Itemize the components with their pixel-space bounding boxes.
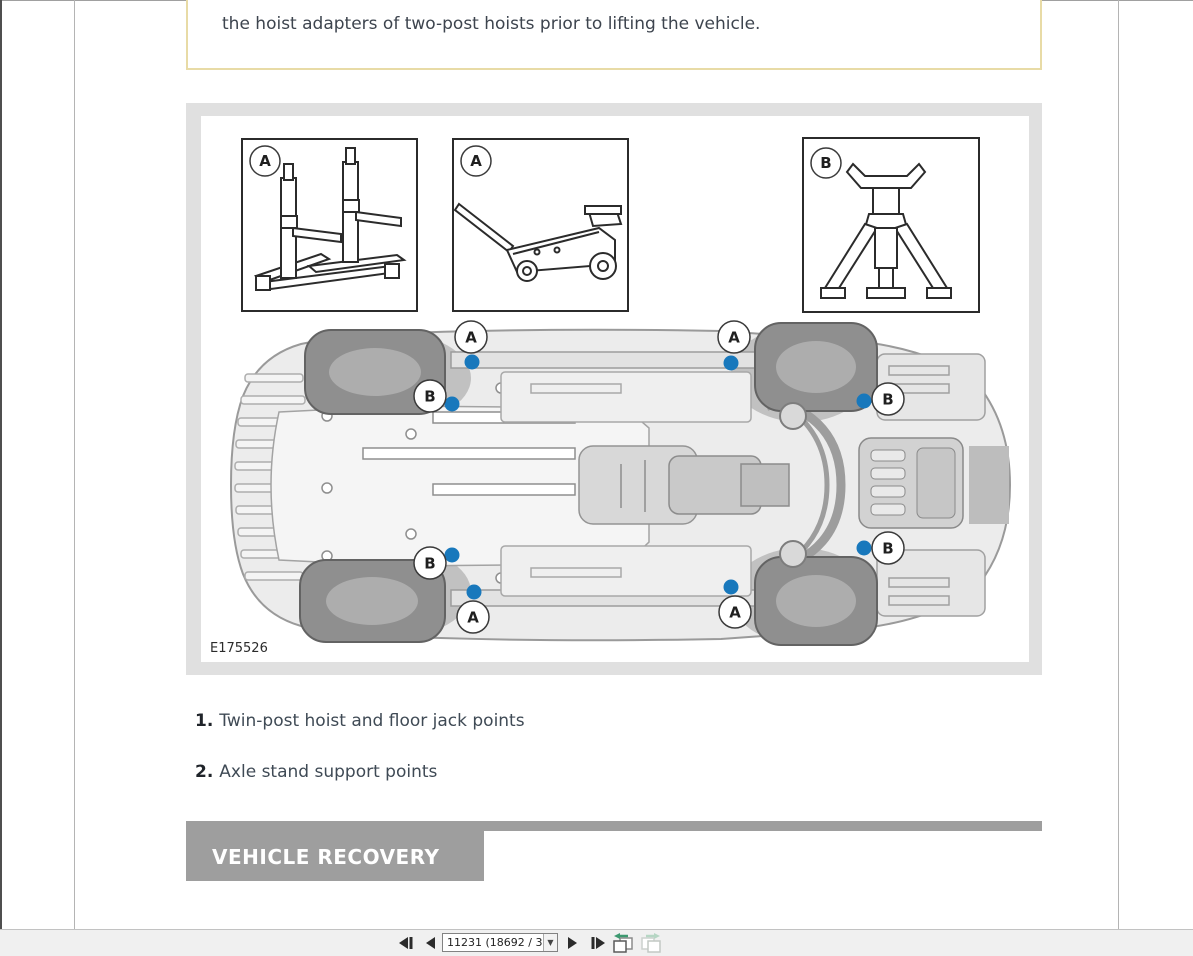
support-points-list bbox=[195, 711, 895, 813]
figure-panel bbox=[186, 103, 1042, 675]
support-point-dot bbox=[445, 548, 460, 563]
support-point-dot bbox=[445, 397, 460, 412]
support-point-letter: A bbox=[465, 328, 477, 347]
support-point-letter: B bbox=[424, 387, 436, 406]
next-page-button[interactable] bbox=[566, 935, 581, 951]
support-point-dot bbox=[857, 394, 872, 409]
page-left-border bbox=[74, 0, 75, 930]
window-left-edge bbox=[0, 0, 2, 930]
support-point-dot bbox=[724, 580, 739, 595]
support-point-letter: B bbox=[882, 539, 894, 558]
note-text: the hoist adapters of two-post hoists prior to lifting the vehicle. bbox=[222, 14, 761, 34]
support-point-letter: A bbox=[467, 608, 479, 627]
next-page-icon bbox=[566, 936, 580, 950]
floor-jack-icon bbox=[453, 139, 628, 311]
support-point-dot bbox=[857, 541, 872, 556]
page-right-border bbox=[1118, 0, 1119, 930]
support-point-letter: A bbox=[729, 603, 741, 622]
list-item bbox=[195, 762, 895, 782]
figure-id-label: E175526 bbox=[210, 641, 268, 656]
list-item-text: Axle stand support points bbox=[219, 762, 438, 782]
list-item-number: 1. bbox=[195, 711, 214, 731]
next-fast-icon bbox=[588, 936, 608, 950]
next-view-button[interactable] bbox=[639, 933, 663, 953]
support-point-dot bbox=[465, 355, 480, 370]
page-number-input[interactable] bbox=[443, 934, 543, 951]
previous-fast-button[interactable] bbox=[396, 935, 416, 951]
support-point-letter: B bbox=[424, 554, 436, 573]
axle-stand-icon bbox=[803, 138, 979, 312]
next-view-icon bbox=[639, 933, 663, 953]
car-underside-drawing bbox=[231, 323, 1010, 645]
previous-fast-icon bbox=[396, 936, 416, 950]
svg-text:B: B bbox=[820, 154, 832, 172]
support-point-letter: A bbox=[728, 328, 740, 347]
previous-view-button[interactable] bbox=[611, 933, 635, 953]
next-fast-button[interactable] bbox=[588, 935, 608, 951]
vehicle-lifting-diagram bbox=[201, 116, 1029, 662]
previous-page-icon bbox=[423, 936, 437, 950]
list-item-number: 2. bbox=[195, 762, 214, 782]
support-point-letter: B bbox=[882, 390, 894, 409]
chevron-down-icon[interactable]: ▼ bbox=[543, 934, 557, 951]
section-title: VEHICLE RECOVERY bbox=[212, 845, 440, 869]
two-post-hoist-icon bbox=[242, 139, 417, 311]
page-selector bbox=[442, 933, 558, 952]
previous-view-icon bbox=[611, 933, 635, 953]
note-box bbox=[186, 0, 1042, 70]
support-point-dot bbox=[724, 356, 739, 371]
previous-page-button[interactable] bbox=[423, 935, 438, 951]
page-navigation-bar bbox=[0, 930, 1193, 956]
svg-text:A: A bbox=[259, 152, 271, 170]
list-item bbox=[195, 711, 895, 731]
list-item-text: Twin-post hoist and floor jack points bbox=[219, 711, 525, 731]
svg-text:A: A bbox=[470, 152, 482, 170]
section-header bbox=[186, 821, 484, 881]
figure-canvas bbox=[201, 116, 1029, 662]
support-point-dot bbox=[467, 585, 482, 600]
